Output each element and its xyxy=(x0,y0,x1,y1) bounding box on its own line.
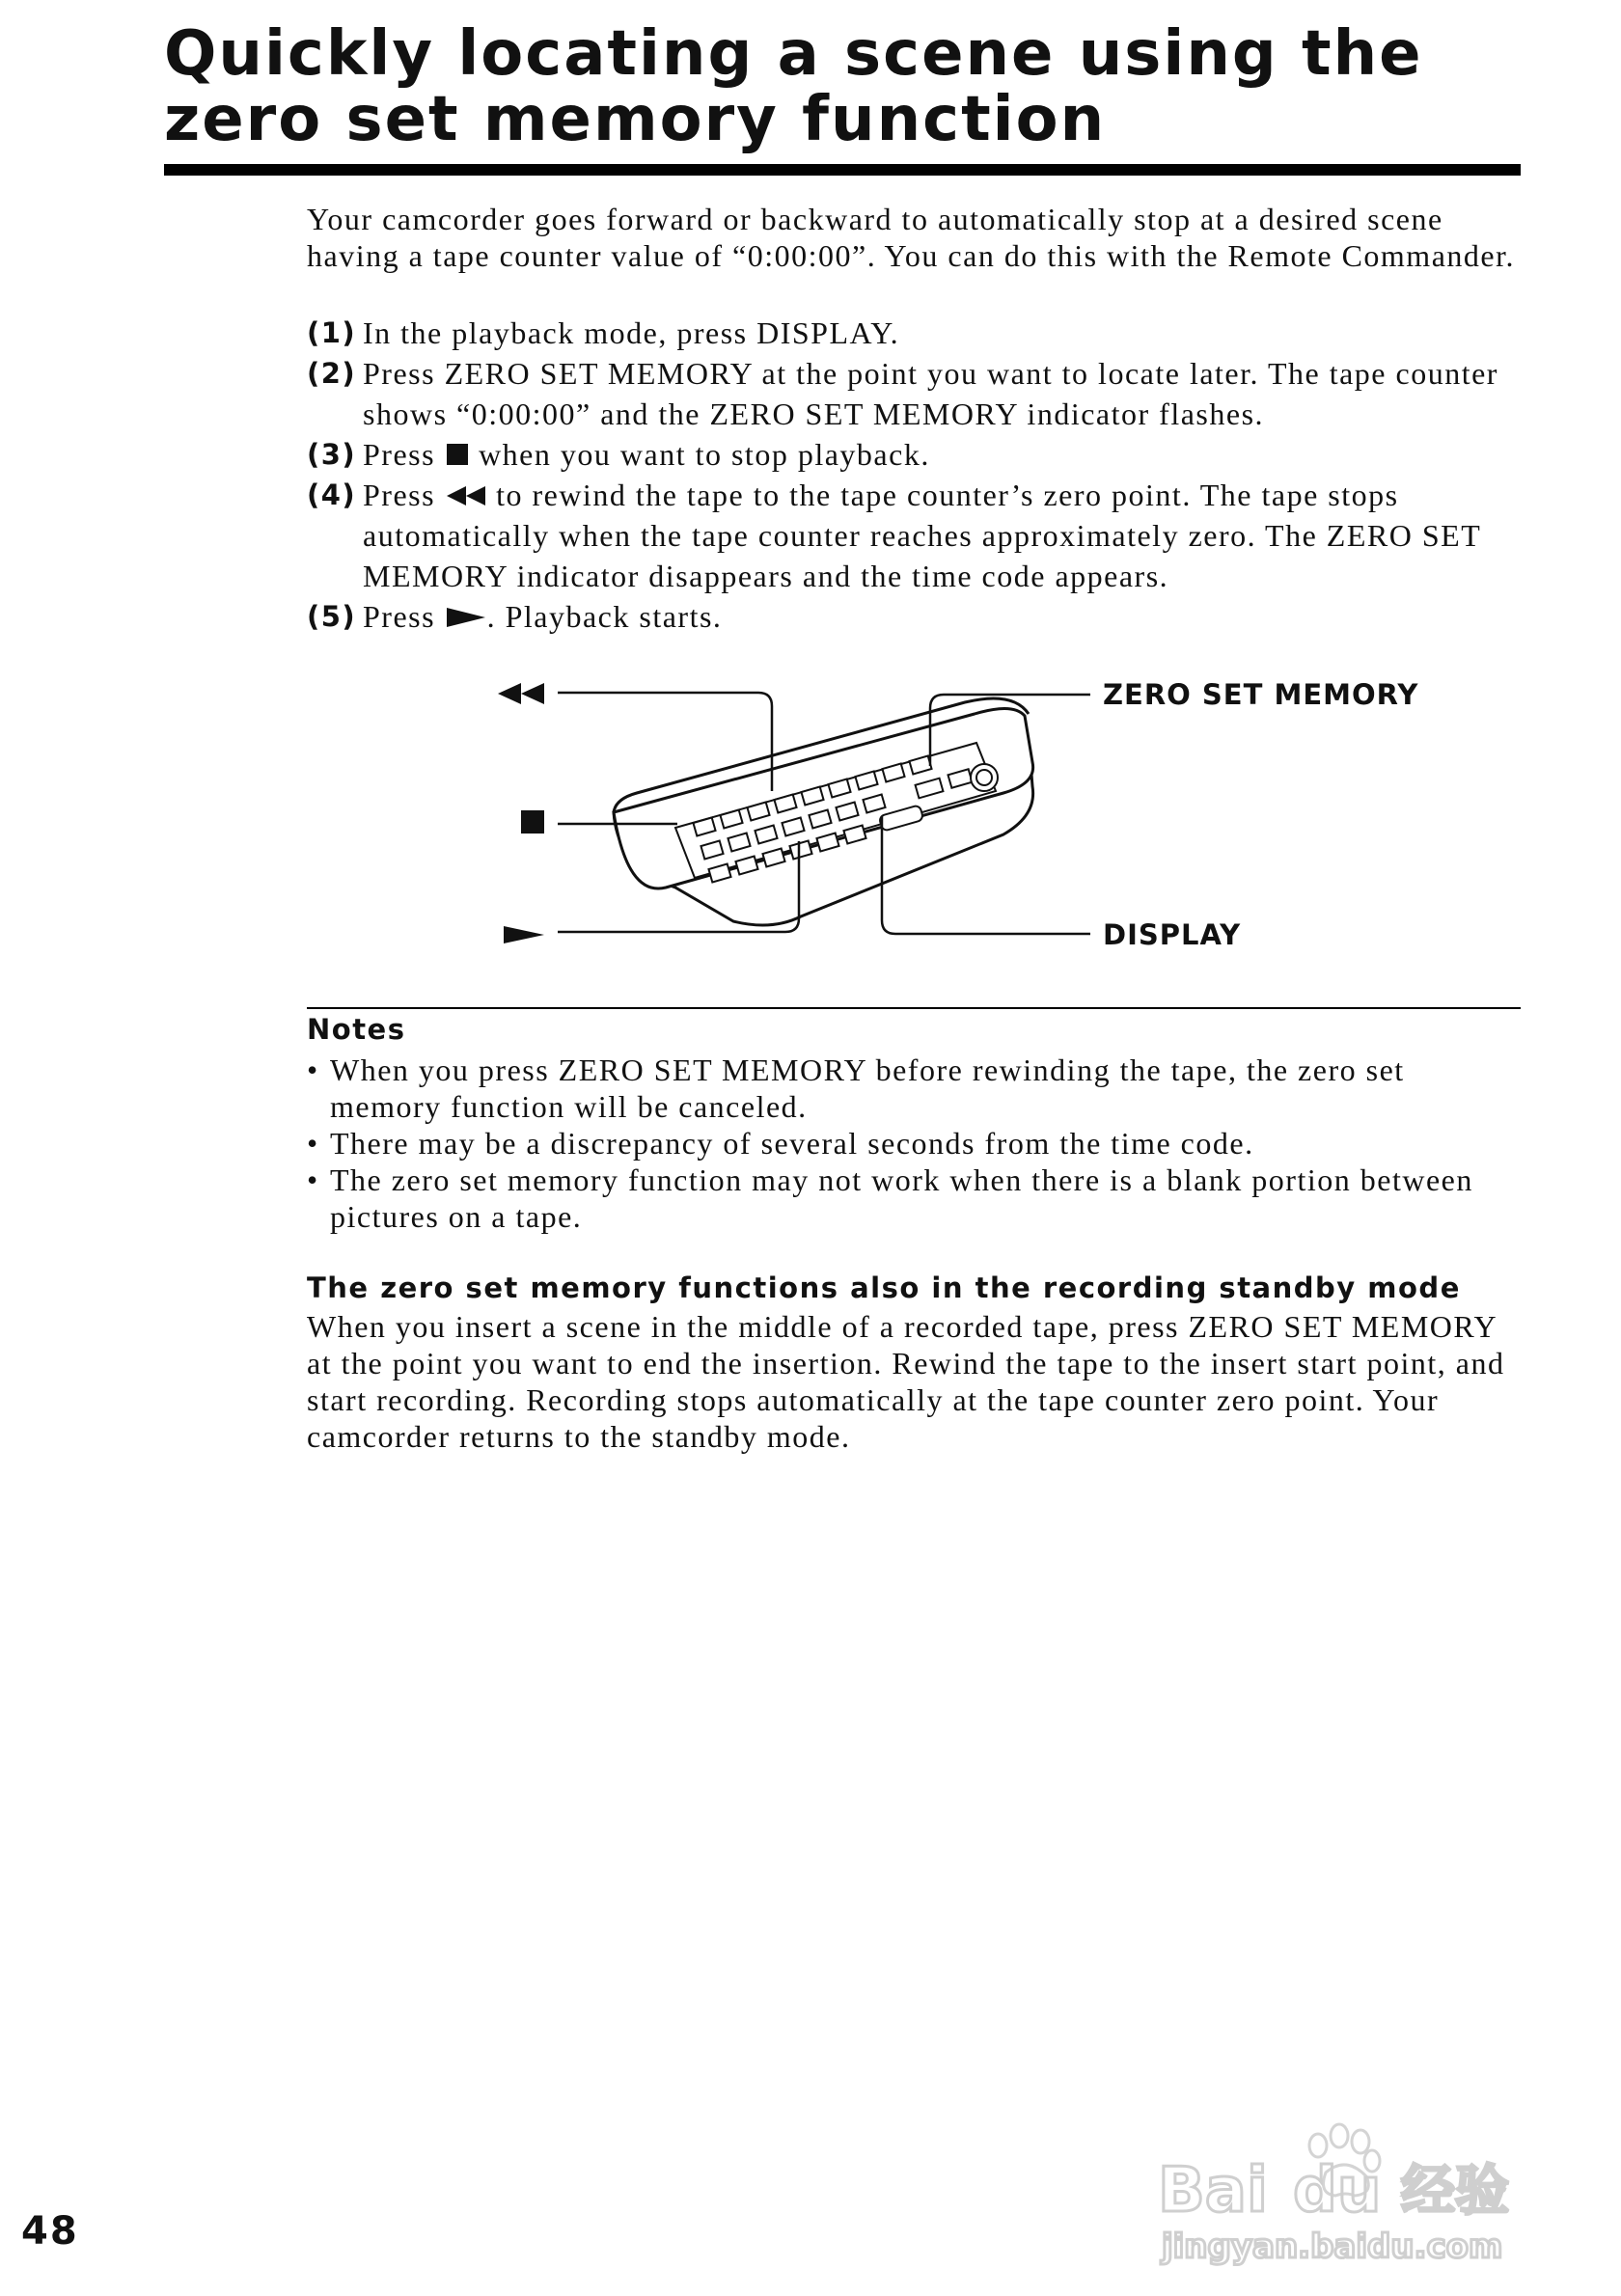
page-title: Quickly locating a scene using the zero set memory function xyxy=(164,18,1423,155)
notes-heading: Notes xyxy=(307,1013,406,1046)
notes-list xyxy=(307,1052,1521,1235)
intro-paragraph: Your camcorder goes forward or backward to automatically stop at a desired scene having a tape counter value of “0:00:00”. You can do this with the Remote Commander. xyxy=(307,202,1515,273)
step-text-before: Press xyxy=(363,437,445,472)
watermark-brand-2: du xyxy=(1293,2155,1382,2227)
step-number: (5) xyxy=(307,600,357,633)
step-text: Press ZERO SET MEMORY at the point you want to locate later. The tape counter shows “0:00:00” and the ZERO SET MEMORY indicator flashes. xyxy=(363,356,1498,431)
play-icon xyxy=(445,606,487,629)
step-text: In the playback mode, press DISPLAY. xyxy=(363,315,900,350)
step-number: (1) xyxy=(307,316,357,349)
step-number: (3) xyxy=(307,438,357,471)
step-item xyxy=(307,353,1521,434)
play-icon xyxy=(502,924,546,945)
stop-icon xyxy=(445,442,470,467)
rewind-icon xyxy=(445,484,487,507)
notes-divider xyxy=(307,1007,1521,1009)
baidu-watermark xyxy=(1148,2113,1553,2267)
step-item xyxy=(307,434,1521,475)
remote-buttons xyxy=(693,756,998,883)
note-item: • The zero set memory function may not work when there is a blank portion between pictures on a tape. xyxy=(307,1162,1521,1235)
remote-control-body xyxy=(614,698,1033,925)
display-label: DISPLAY xyxy=(1103,918,1242,951)
step-number: (4) xyxy=(307,478,357,511)
step-item xyxy=(307,313,1521,353)
subsection-body: When you insert a scene in the middle of a recorded tape, press ZERO SET MEMORY at the point you want to end the insertion. Rewind the tape to the insert start point, and start recording. Recording stops automatically at the tape counter zero point. Your camcorder returns to the standby mode. xyxy=(307,1309,1505,1454)
step-item xyxy=(307,596,1521,637)
step-text-before: Press xyxy=(363,599,445,634)
step-text-after: to rewind the tape to the tape counter’s zero point. The tape stops automatically when the tape counter reaches approximately zero. The ZERO SET MEMORY indicator disappears and the time code appears. xyxy=(363,478,1481,593)
step-text-before: Press xyxy=(363,478,445,512)
note-item: • When you press ZERO SET MEMORY before rewinding the tape, the zero set memory function will be canceled. xyxy=(307,1052,1521,1125)
watermark-brand: Bai xyxy=(1158,2155,1268,2227)
page-number: 48 xyxy=(21,2209,79,2254)
stop-icon xyxy=(521,810,544,834)
rewind-icon xyxy=(496,681,546,706)
note-item: • There may be a discrepancy of several seconds from the time code. xyxy=(307,1125,1521,1162)
zero-set-memory-label: ZERO SET MEMORY xyxy=(1103,678,1419,711)
step-text-after: when you want to stop playback. xyxy=(469,437,930,472)
step-number: (2) xyxy=(307,357,357,390)
step-item xyxy=(307,475,1521,596)
step-text-after: . Playback starts. xyxy=(486,599,723,634)
subsection-heading: The zero set memory functions also in the recording standby mode xyxy=(307,1271,1461,1304)
watermark-cn: 经验 xyxy=(1401,2160,1509,2223)
steps-list xyxy=(307,313,1521,637)
callout-lines xyxy=(558,693,1090,934)
watermark-url: jingyan.baidu.com xyxy=(1162,2228,1503,2266)
title-underline xyxy=(164,164,1521,176)
